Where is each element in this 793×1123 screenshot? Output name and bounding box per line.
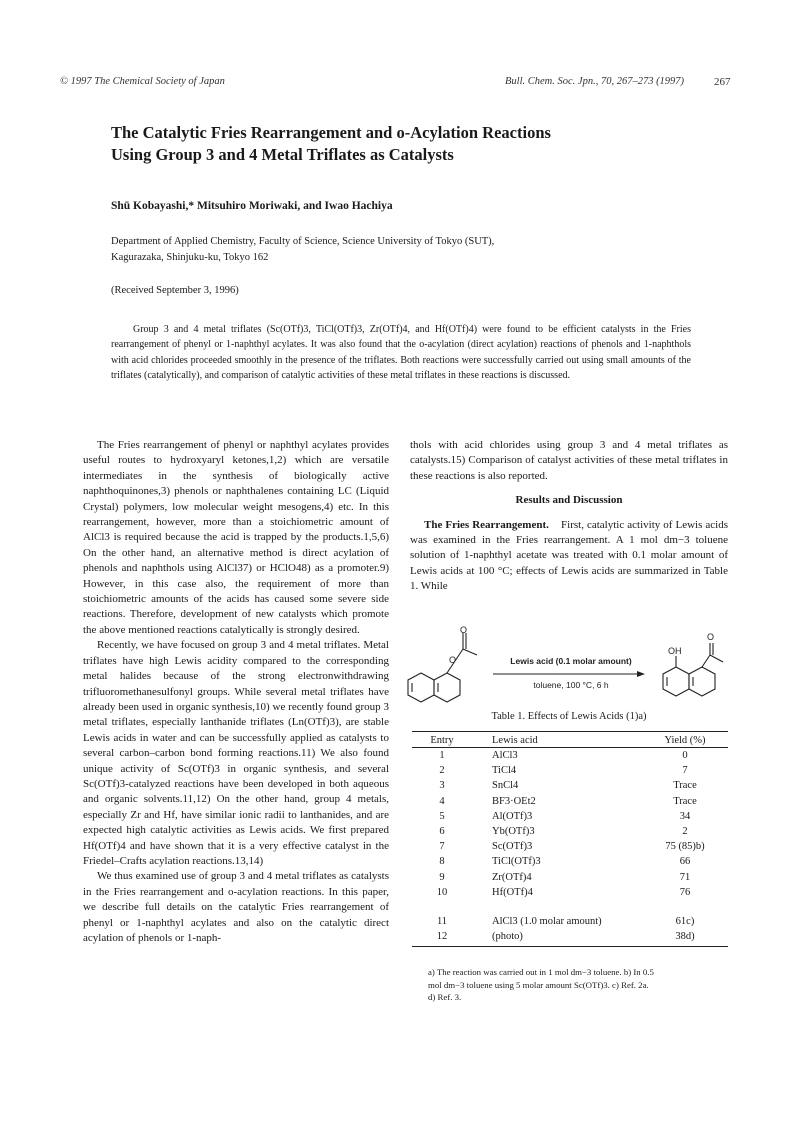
table-row (412, 778, 728, 793)
footnote-line-3: d) Ref. 3. (428, 992, 462, 1002)
yield-cell: 2 (682, 826, 688, 838)
table-row (412, 809, 728, 824)
reagent-label: Lewis acid (0.1 molar amount) (510, 656, 632, 666)
yield-cell: 71 (679, 871, 691, 883)
subsection-heading: The Fries Rearrangement. (424, 518, 549, 531)
lewis-acid-cell: Zr(OTf)4 (492, 871, 532, 883)
affiliation-line-1: Department of Applied Chemistry, Faculty of Science, Science University of Tokyo (SUT), (111, 236, 495, 247)
intro-paragraph-3: We thus examined use of group 3 and 4 metal triflates as catalysts in the Fries rearrangement and o-acylation reactions. In this paper, we describe full details on the catalytic Fries rearrangement of phenyl or 1-naphthyl acylates and also on the catalytic direct acylation of phenols or 1-naph- (83, 870, 389, 944)
lewis-acid-cell: TiCl4 (492, 765, 517, 777)
yield-cell: 7 (682, 765, 688, 777)
right-column (410, 438, 728, 595)
yield-cell: 38d) (642, 929, 728, 947)
ester-o-label: O (449, 655, 457, 665)
table-row (412, 870, 728, 885)
table-row (412, 929, 728, 947)
entry-cell: 4 (439, 795, 445, 807)
entry-cell: 6 (439, 826, 445, 838)
footnote-line-1: a) The reaction was carried out in 1 mol dm−3 toluene. b) In 0.5 (428, 967, 654, 977)
lewis-acid-cell: AlCl3 (492, 750, 518, 762)
intro-continuation: thols with acid chlorides using group 3 and 4 metal triflates as catalysts.15) Comparison of catalyst activities of these metal triflates in these reactions is also reported. (410, 439, 728, 482)
yield-cell: Trace (673, 795, 697, 807)
results-text: First, catalytic activity of Lewis acids was examined in the Fries rearrangement. A 1 mol dm−3 toluene solution of 1-naphthyl acetate was treated with 0.1 molar amount of Lewis acids at 100 °C; effects of Lewis acids are summarized in Table 1. While (410, 518, 728, 593)
entry-cell: 2 (439, 765, 445, 777)
author-list: Shū Kobayashi,* Mitsuhiro Moriwaki, and Iwao Hachiya (111, 200, 393, 212)
entry-cell: 9 (439, 871, 445, 883)
footnote-line-2: mol dm−3 toluene using 5 molar amount Sc(OTf)3. c) Ref. 2a. (428, 979, 649, 990)
yield-cell: 61c) (675, 915, 695, 927)
entry-cell: 12 (412, 929, 472, 947)
lewis-acid-table (412, 731, 728, 947)
intro-paragraph-1: The Fries rearrangement of phenyl or naphthyl acylates provides useful routes to hydroxyaryl ketones,1,2) which are versatile intermediates in the synthesis of biologically active naphthoquinones,3) phenols or naphthalenes containing LC (Liquid Crystal) polymers, low molecular weight mesogens,4) etc. In this rearrangement, however, more than a stoichiometric amount of AlCl3 is required because the acid is trapped by the products.1,5,6) On the other hand, an alternative method is direct acylation of phenols and naphthols using AlCl37) or HClO48) as a promoter.9) However, in this case also, the requirement of more than stoichiometric amounts of the acids has caused some severe side reactions. Therefore, development of new catalysts which promote the above mentioned reactions catalytically is strongly desired. (83, 439, 389, 636)
article-title (111, 122, 671, 166)
table-row (412, 839, 728, 854)
yield-cell: 34 (679, 810, 691, 822)
yield-cell: 66 (679, 856, 691, 868)
journal-citation: Bull. Chem. Soc. Jpn., 70, 267–273 (1997) (505, 76, 685, 87)
title-line-1: The Catalytic Fries Rearrangement and o-Acylation Reactions (111, 123, 551, 142)
page-number: 267 (714, 76, 731, 88)
table-row (412, 854, 728, 869)
affiliation (111, 234, 671, 266)
column-header-entry: Entry (412, 732, 472, 748)
entry-cell: 1 (439, 750, 445, 762)
lewis-acid-cell: BF3·OEt2 (492, 795, 536, 807)
lewis-acid-cell: Al(OTf)3 (492, 810, 533, 822)
column-header-yield: Yield (%) (642, 732, 728, 748)
entry-cell: 8 (439, 856, 445, 868)
conditions-label: toluene, 100 °C, 6 h (533, 680, 609, 690)
column-header-lewis-acid: Lewis acid (472, 732, 642, 748)
intro-paragraph-2: Recently, we have focused on group 3 and 4 metal triflates. Metal triflates have high Lewis acidity compared to the corresponding metal halides because of the strong electronwithdrawing trifluoromethanesulfonyl groups. While several metal triflates have already been used in organic synthesis,10) we recently found group 3 metal triflates, especially lanthanide triflates (Ln(OTf)3), are stable Lewis acids in water and can be successfully applied as catalysts to several carbon–carbon bond forming reactions.11) We also found unique activity of Sc(OTf)3 in organic synthesis, and several Sc(OTf)3-catalyzed reactions have been developed in both aqueous and organic solvents.11,12) On the other hand, group 4 metals, especially Zr and Hf, have similar ionic radii to lanthanides, and are expected high catalytic activities as Lewis acids. We first prepared Hf(OTf)4 and have shown that it is a very effective catalyst in the Friedel–Crafts acylation reactions.13,14) (83, 639, 389, 867)
entry-cell: 10 (436, 886, 448, 898)
lewis-acid-cell: TiCl(OTf)3 (492, 856, 541, 868)
journal-copyright: © 1997 The Chemical Society of Japan (60, 76, 225, 87)
yield-cell: 75 (85)b) (665, 841, 705, 853)
lewis-acid-cell: AlCl3 (1.0 molar amount) (492, 915, 602, 927)
entry-cell: 11 (436, 915, 448, 927)
arrow-head-icon (637, 671, 645, 677)
entry-cell: 7 (439, 841, 445, 853)
lewis-acid-cell: Yb(OTf)3 (492, 826, 535, 838)
hydroxyl-label: OH (668, 646, 682, 656)
yield-cell: 76 (679, 886, 691, 898)
results-paragraph (410, 518, 728, 595)
table-row (412, 794, 728, 809)
title-line-2: Using Group 3 and 4 Metal Triflates as Catalysts (111, 145, 454, 164)
lewis-acid-cell: Hf(OTf)4 (492, 886, 533, 898)
yield-cell: 0 (682, 750, 688, 762)
abstract: Group 3 and 4 metal triflates (Sc(OTf)3, TiCl(OTf)3, Zr(OTf)4, and Hf(OTf)4) were found to be efficient catalysts in the Fries rearrangement of phenyl or 1-naphthyl acylates. It was also found that the o-acylation (direct acylation) reactions of phenols and 1-naphthols with acid chlorides proceeded smoothly in the presence of the triflates. Both reactions were successfully carried out using small amounts of the triflates (catalytically), and comparison of catalytic activities of these metal triflates in these reactions is discussed. (111, 324, 691, 381)
table-row (412, 885, 728, 900)
carbonyl-o-label: O (460, 625, 468, 635)
lewis-acid-cell: Sc(OTf)3 (492, 841, 533, 853)
table-row (412, 763, 728, 778)
table-row (412, 824, 728, 839)
section-heading: Results and Discussion (515, 494, 623, 507)
table-footnotes (428, 966, 728, 1004)
lewis-acid-cell: SnCl4 (492, 780, 519, 792)
yield-cell: Trace (673, 780, 697, 792)
naphthyl-acetate-structure (408, 633, 477, 702)
table-spacer-row (412, 900, 728, 914)
lewis-acid-cell: (photo) (472, 929, 642, 947)
table-caption: Table 1. Effects of Lewis Acids (1)a) (491, 711, 647, 722)
entry-cell: 3 (439, 780, 445, 792)
entry-cell: 5 (439, 810, 445, 822)
table-row (412, 748, 728, 764)
ketone-o-label: O (707, 632, 715, 642)
reaction-scheme (405, 625, 735, 715)
received-date: (Received September 3, 1996) (111, 285, 239, 296)
table-header-row (412, 732, 728, 748)
left-column (83, 438, 389, 946)
table-row (412, 914, 728, 929)
affiliation-line-2: Kagurazaka, Shinjuku-ku, Tokyo 162 (111, 252, 269, 263)
